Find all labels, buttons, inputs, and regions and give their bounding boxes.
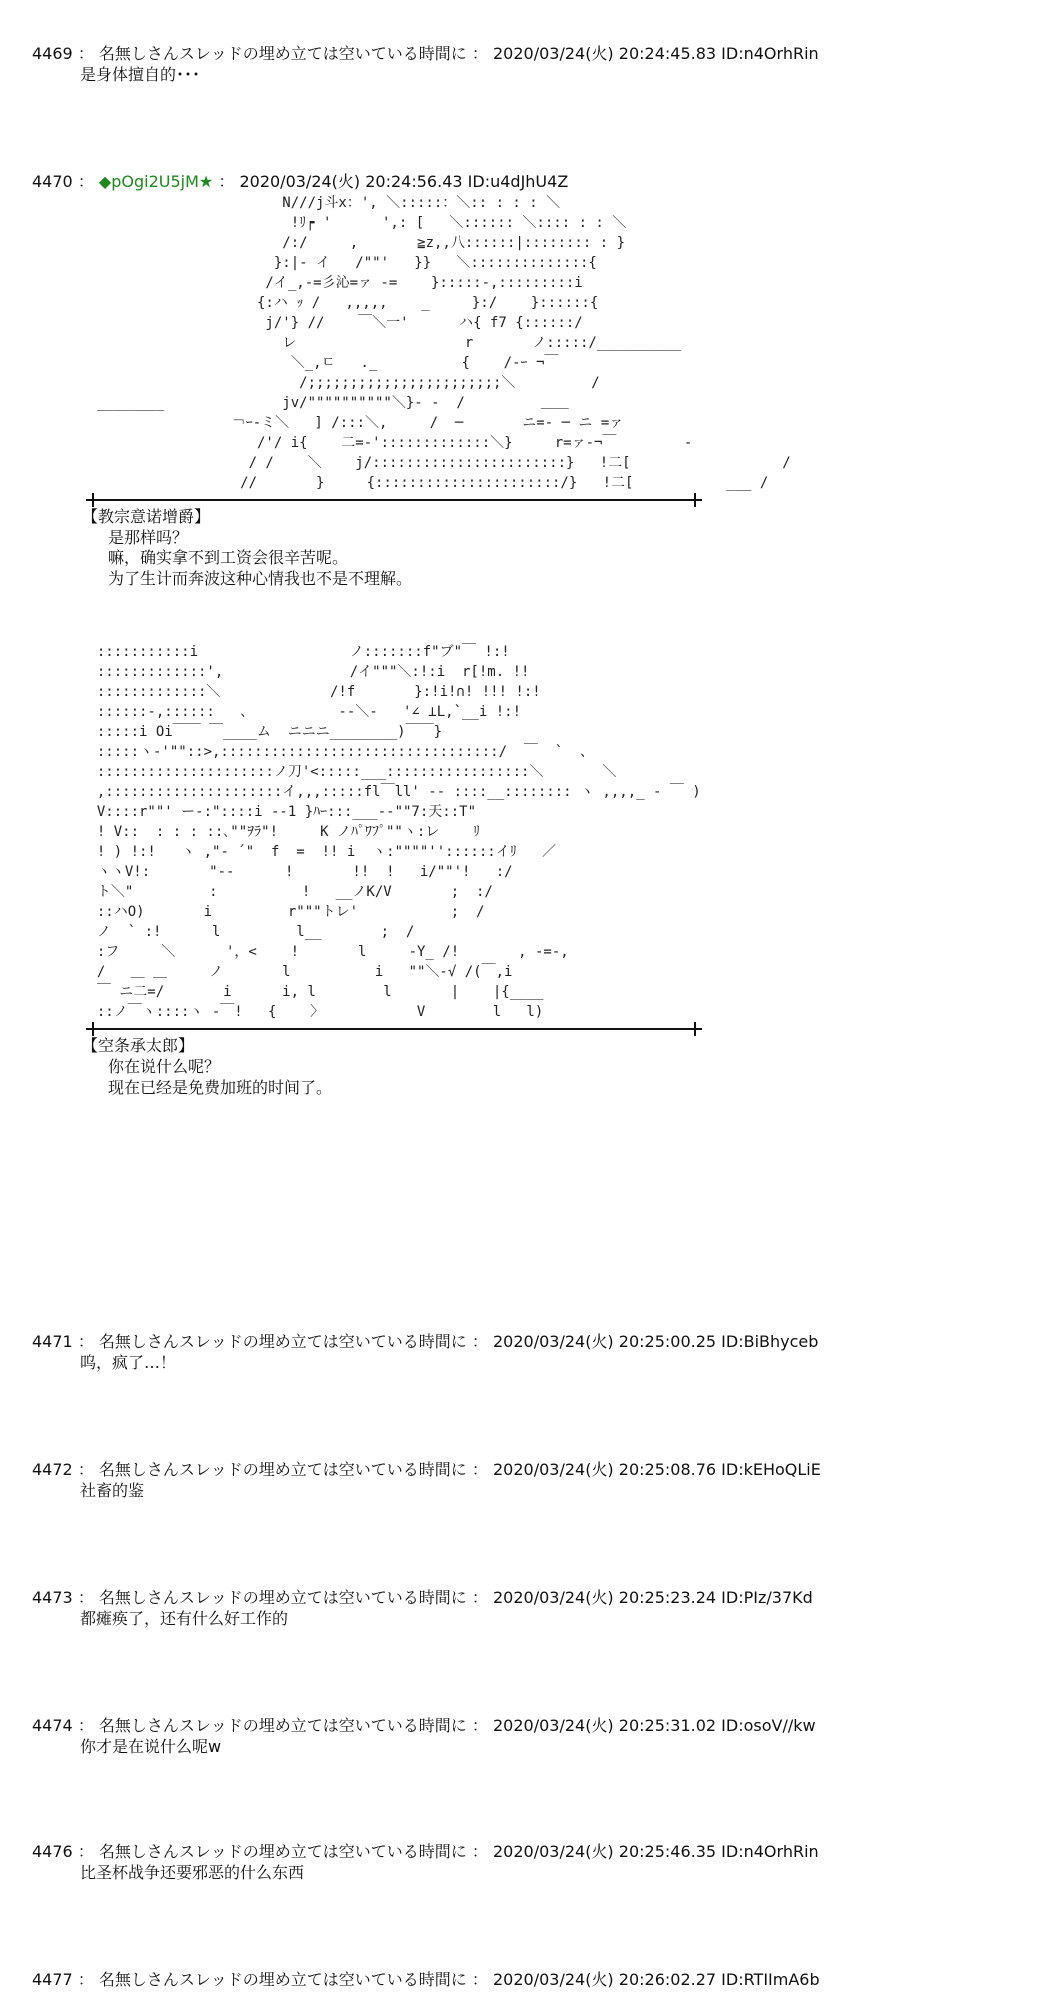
post-4472 — [32, 1460, 1032, 1502]
dialogue-line: 嘛，确实拿不到工资会很辛苦呢。 — [108, 548, 349, 568]
post-id: ID:kEHoQLiE — [721, 1460, 821, 1479]
speaker-name: 【教宗意诺增爵】 — [82, 506, 211, 526]
post-number: 4471 — [32, 1332, 73, 1351]
poster-name: 名無しさんスレッドの埋め立ては空いている時間に — [98, 1970, 467, 1989]
post-id: ID:u4dJhU4Z — [467, 172, 569, 191]
post-date: 2020/03/24(火) 20:25:08.76 — [492, 1460, 717, 1479]
poster-name: 名無しさんスレッドの埋め立ては空いている時間に — [98, 44, 467, 63]
post-number: 4472 — [32, 1460, 73, 1479]
post-date: 2020/03/24(火) 20:25:00.25 — [492, 1332, 717, 1351]
ascii-art-jotaro: :::::::::::i ノ:::::::f"ブ"￣ !:! :::::::::::::', /イ"""＼:!:i r[!m. !! :::::::::::::＼ /!f }:!i!∩! !!! !:! ::::::-,:::::: 、 ‐-＼- '∠ ⊥L,`__i !:! :::::i Oi￣￣ ￣____ム ニニニ________)￣￣} :::::ヽ-'""::>,:::::::::::::::::::::::::::::::::/ ￣ ` 、 :::::::::::::::::::::ノ刀'<:::::___:::::::::::::::::＼ ＼ ,:::::::::::::::::::::イ,,,:::::fl￣ll' ‐‐ ::::__:::::::: ヽ ,,,,_ ‐ ￣ ) V::::r""' ー‐:"::::i ‐‐1 }ﾊｰ:::___‐‐""7:天::T" ! V:: : : : ::､""ｦﾗ"! K ノﾊﾟﾜﾌﾟ""ヽ:レ ﾘ ! ) !:! ヽ ,"‐ ´" f = !! i ヽ:""""''::::::イﾘ ／ ヽヽV!: "‐‐ ! !! ! i/""'! :/ ト＼" : ! __ノK/V ; :/ ::ハO) i r"""トレ' ; / ノ ` :! l l__ ; / :フ ＼ '，< ! l ‐Y_ /! , ‐=‐, / ＿ ＿ ノ l i ""＼‐√ /(￣,i ￣ ニ二=/ i i, l l | |{____ ::ノ￣ヽ::::ヽ ‐￣! { 〉 V l l) — [96, 643, 701, 1020]
post-id: ID:PIz/37Kd — [721, 1588, 813, 1607]
poster-name: 名無しさんスレッドの埋め立ては空いている時間に — [98, 1460, 467, 1479]
post-4476 — [32, 1842, 1032, 1884]
poster-name: 名無しさんスレッドの埋め立ては空いている時間に — [98, 1842, 467, 1861]
separator-rule — [86, 1022, 702, 1036]
dialogue-line: 为了生计而奔波这种心情我也不是不理解。 — [108, 569, 413, 589]
post-number: 4473 — [32, 1588, 73, 1607]
post-body: 呜，疯了…！ — [80, 1352, 177, 1372]
post-header: 4472 ： 名無しさんスレッドの埋め立ては空いている時間に ： 2020/03/24(火) 20:25:08.76 ID:kEHoQLiE — [32, 1460, 821, 1479]
dialogue-line: 你在说什么呢？ — [108, 1056, 221, 1076]
post-header: 4469 ： 名無しさんスレッドの埋め立ては空いている時間に ： 2020/03/24(火) 20:24:45.83 ID:n4OrhRin — [32, 44, 819, 63]
dialogue-line: 现在已经是免费加班的时间了。 — [108, 1077, 333, 1097]
post-header: 4477 ： 名無しさんスレッドの埋め立ては空いている時間に ： 2020/03/24(火) 20:26:02.27 ID:RTIImA6b — [32, 1970, 820, 1989]
post-body: 是身体擅自的･･･ — [80, 64, 201, 84]
post-header: 4474 ： 名無しさんスレッドの埋め立ては空いている時間に ： 2020/03/24(火) 20:25:31.02 ID:osoV//kw — [32, 1716, 816, 1735]
post-4473 — [32, 1588, 1032, 1630]
dialogue-jotaro — [32, 1036, 1032, 1098]
post-number: 4474 — [32, 1716, 73, 1735]
post-date: 2020/03/24(火) 20:26:02.27 — [492, 1970, 717, 1989]
post-4471 — [32, 1332, 1032, 1374]
post-header: 4471 ： 名無しさんスレッドの埋め立ては空いている時間に ： 2020/03/24(火) 20:25:00.25 ID:BiBhyceb — [32, 1332, 819, 1351]
ascii-art-pope: N///j斗x：', ＼:::::：＼:: : : : ＼ !ﾘ┍ ' ',: [ ＼:::::: ＼:::: : : ＼ /:/ , ≧z,,八::::::|:::::::: : } }:|- イ /""' }} ＼::::::::::::::{ /イ_,‐=彡沁=ァ ‐= }:::::-,:::::::::i {:ハ ｯ / ,,,,, _ }:/ }::::::{ j/'} // ￣＼一' ハ{ f7 {::::::/ レ r ノ:::::/__________ ＼_,ㄷ ._ { /‐ｰ ¬￣ /;;;;;;;;;;;;;;;;;;;;;;;＼ / ________ jv/""""""""""＼}‐ ‐ / ＿＿ ￢ｰ-ミ＼ ] /:::＼, / ─ ニ=‐ ─ ニ =ァ /'/ i{ 二=‐':::::::::::::＼} r=ァ‐¬￣ - / / ＼ j/:::::::::::::::::::::::} !二[ / // } {::::::::::::::::::::::/} !二[ ___ / — [96, 194, 791, 491]
post-date: 2020/03/24(火) 20:25:46.35 — [492, 1842, 717, 1861]
post-header: 4470 ： ◆pOgi2U5jM★ ： 2020/03/24(火) 20:24:56.43 ID:u4dJhU4Z — [32, 172, 569, 191]
post-id: ID:n4OrhRin — [721, 44, 819, 63]
post-number: 4477 — [32, 1970, 73, 1989]
post-header: 4476 ： 名無しさんスレッドの埋め立ては空いている時間に ： 2020/03/24(火) 20:25:46.35 ID:n4OrhRin — [32, 1842, 819, 1861]
post-number: 4469 — [32, 44, 73, 63]
post-date: 2020/03/24(火) 20:25:31.02 — [492, 1716, 717, 1735]
post-id: ID:n4OrhRin — [721, 1842, 819, 1861]
post-date: 2020/03/24(火) 20:24:56.43 — [239, 172, 463, 191]
post-date: 2020/03/24(火) 20:24:45.83 — [492, 44, 717, 63]
post-4474 — [32, 1716, 1032, 1758]
speaker-name: 【空条承太郎】 — [82, 1035, 195, 1055]
post-date: 2020/03/24(火) 20:25:23.24 — [492, 1588, 717, 1607]
poster-name: 名無しさんスレッドの埋め立ては空いている時間に — [98, 1716, 467, 1735]
post-body: 社畜的鉴 — [80, 1480, 145, 1500]
post-id: ID:BiBhyceb — [721, 1332, 819, 1351]
post-number: 4476 — [32, 1842, 73, 1861]
separator-rule — [86, 493, 702, 507]
dialogue-pope — [32, 507, 1032, 590]
poster-trip: ◆pOgi2U5jM★ — [98, 172, 214, 191]
post-number: 4470 — [32, 172, 73, 191]
post-4477 — [32, 1970, 1032, 1991]
post-4469 — [32, 44, 1032, 86]
poster-name: 名無しさんスレッドの埋め立ては空いている時間に — [98, 1332, 467, 1351]
post-4470 — [32, 172, 1032, 1098]
post-body: 你才是在说什么呢w — [80, 1736, 222, 1756]
post-body: 都瘫痪了，还有什么好工作的 — [80, 1608, 289, 1628]
post-body: 比圣杯战争还要邪恶的什么东西 — [80, 1862, 305, 1882]
post-id: ID:osoV//kw — [721, 1716, 816, 1735]
post-header: 4473 ： 名無しさんスレッドの埋め立ては空いている時間に ： 2020/03/24(火) 20:25:23.24 ID:PIz/37Kd — [32, 1588, 813, 1607]
post-id: ID:RTIImA6b — [721, 1970, 820, 1989]
dialogue-line: 是那样吗？ — [108, 527, 189, 547]
poster-name: 名無しさんスレッドの埋め立ては空いている時間に — [98, 1588, 467, 1607]
